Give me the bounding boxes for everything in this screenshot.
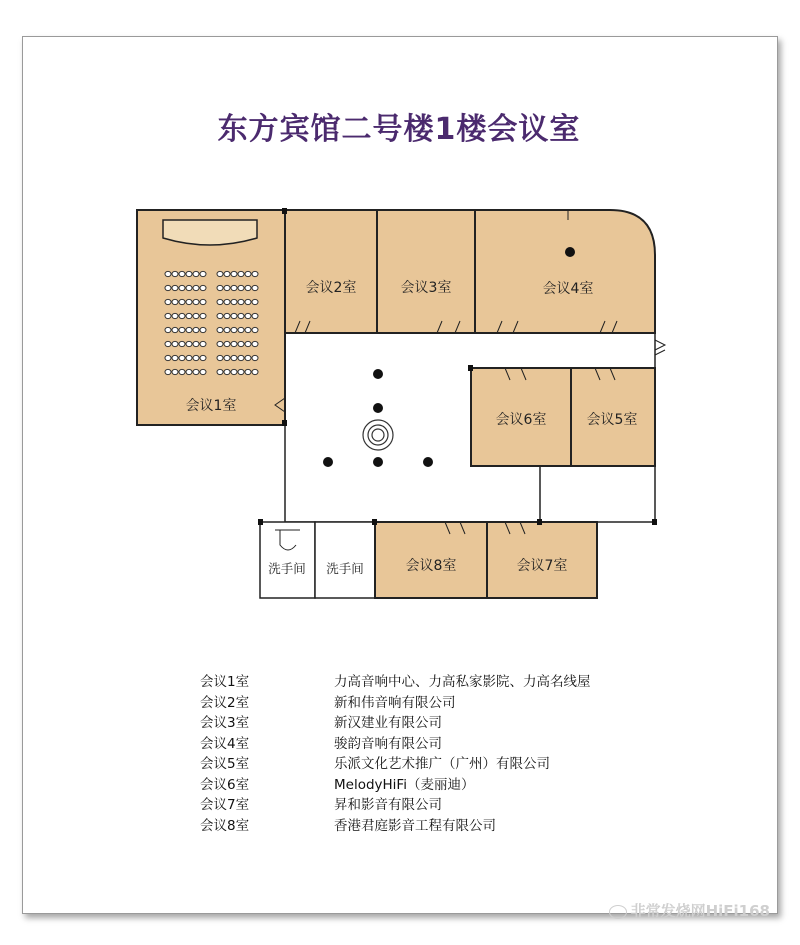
legend-room: 会议6室: [200, 776, 250, 793]
seat: [200, 299, 206, 304]
page-title: 东方宾馆二号楼1楼会议室: [217, 112, 581, 147]
seat: [172, 299, 178, 304]
seat: [193, 299, 199, 304]
seat: [165, 271, 171, 276]
seat: [231, 299, 237, 304]
legend-room: 会议3室: [200, 715, 250, 731]
seat: [224, 369, 230, 374]
legend: [200, 672, 660, 836]
legend-room: 会议8室: [200, 817, 250, 834]
room-1-label: 会议1室: [185, 398, 237, 414]
watermark: [609, 900, 770, 921]
seat: [217, 313, 223, 318]
seat: [200, 327, 206, 332]
seat: [245, 355, 251, 360]
legend-company: 昇和影音有限公司: [334, 797, 442, 813]
seat: [193, 313, 199, 318]
seat: [179, 327, 185, 332]
seat: [193, 271, 199, 276]
seat: [245, 313, 251, 318]
seat: [217, 271, 223, 276]
room-4-label: 会议4室: [542, 281, 594, 297]
seat: [186, 355, 192, 360]
seat: [186, 341, 192, 346]
legend-room: 会议7室: [200, 797, 250, 813]
seat: [179, 369, 185, 374]
seat: [231, 285, 237, 290]
seat: [252, 369, 258, 374]
seat: [200, 369, 206, 374]
seat: [252, 341, 258, 346]
legend-row: [200, 734, 660, 755]
seat: [193, 341, 199, 346]
seat: [245, 299, 251, 304]
legend-company: 力高音响中心、力高私家影院、力高名线屋: [334, 674, 591, 690]
seat: [217, 369, 223, 374]
seat: [238, 271, 244, 276]
seat: [224, 341, 230, 346]
seat: [200, 313, 206, 318]
seat: [186, 369, 192, 374]
legend-company: 乐派文化艺术推广（广州）有限公司: [334, 756, 550, 772]
legend-company: MelodyHiFi（麦丽迪）: [334, 776, 475, 793]
seat: [238, 369, 244, 374]
restroom-1[interactable]: [260, 522, 315, 598]
seat: [172, 271, 178, 276]
restroom-2[interactable]: [315, 522, 375, 598]
seat: [179, 299, 185, 304]
seat: [165, 369, 171, 374]
seat: [186, 313, 192, 318]
seat: [252, 355, 258, 360]
seat: [224, 285, 230, 290]
seat: [224, 327, 230, 332]
legend-room: 会议4室: [200, 735, 250, 752]
legend-company: 新汉建业有限公司: [334, 715, 442, 731]
seat: [245, 341, 251, 346]
seat: [165, 327, 171, 332]
legend-company: 骏韵音响有限公司: [334, 735, 442, 752]
seat: [252, 327, 258, 332]
seat: [179, 285, 185, 290]
room-3[interactable]: [377, 210, 475, 333]
seat: [193, 355, 199, 360]
seat: [224, 313, 230, 318]
legend-company: 新和伟音响有限公司: [334, 694, 456, 711]
seat: [231, 271, 237, 276]
seat: [200, 341, 206, 346]
legend-row: [200, 754, 660, 775]
seat: [231, 327, 237, 332]
seat: [252, 271, 258, 276]
seat: [238, 285, 244, 290]
seat: [231, 355, 237, 360]
legend-company: 香港君庭影音工程有限公司: [334, 817, 496, 834]
legend-row: [200, 775, 660, 796]
seat: [165, 355, 171, 360]
seat: [172, 327, 178, 332]
seat: [245, 327, 251, 332]
legend-row: [200, 672, 660, 693]
legend-row: [200, 713, 660, 734]
column-dot: [565, 247, 575, 257]
seat: [165, 313, 171, 318]
seat: [193, 285, 199, 290]
seat: [217, 299, 223, 304]
restroom-1-label: 洗手间: [268, 561, 306, 576]
wechat-icon: [609, 905, 627, 919]
seat: [245, 369, 251, 374]
seat: [186, 299, 192, 304]
seat: [172, 355, 178, 360]
room-7-label: 会议7室: [516, 558, 568, 574]
seat: [252, 313, 258, 318]
stage: [163, 220, 257, 245]
seat: [200, 271, 206, 276]
seat: [245, 285, 251, 290]
room-2[interactable]: [285, 210, 377, 333]
room-3-label: 会议3室: [400, 280, 452, 296]
seat: [179, 341, 185, 346]
room-2-label: 会议2室: [305, 280, 357, 296]
seat: [238, 299, 244, 304]
seat: [252, 299, 258, 304]
seat: [179, 271, 185, 276]
legend-room: 会议5室: [200, 756, 250, 772]
legend-room: 会议1室: [200, 674, 250, 690]
seat: [172, 369, 178, 374]
legend-row: [200, 795, 660, 816]
seat: [224, 299, 230, 304]
seat: [186, 327, 192, 332]
seat: [172, 285, 178, 290]
restroom-2-label: 洗手间: [326, 561, 364, 576]
seat: [245, 271, 251, 276]
seat: [231, 341, 237, 346]
seat: [238, 327, 244, 332]
seat: [172, 313, 178, 318]
room-5-label: 会议5室: [586, 412, 638, 428]
fountain-icon: [363, 420, 393, 450]
seat: [231, 313, 237, 318]
seat: [217, 355, 223, 360]
seat: [186, 285, 192, 290]
seat: [200, 285, 206, 290]
seat: [238, 341, 244, 346]
seat: [217, 327, 223, 332]
seat: [224, 271, 230, 276]
seat: [186, 271, 192, 276]
seat: [217, 341, 223, 346]
room-6-label: 会议6室: [495, 412, 547, 428]
seat: [172, 341, 178, 346]
seat: [179, 313, 185, 318]
seat: [165, 341, 171, 346]
seat: [193, 327, 199, 332]
lobby-columns: [323, 369, 433, 467]
watermark-text: 非常发烧网HiFi168: [630, 902, 770, 920]
seat: [238, 313, 244, 318]
room-4[interactable]: [475, 210, 655, 333]
seat: [179, 355, 185, 360]
seat: [193, 369, 199, 374]
seat: [200, 355, 206, 360]
corridor-wall-right: [540, 466, 655, 522]
legend-row: [200, 816, 660, 837]
seat: [224, 355, 230, 360]
room-8-label: 会议8室: [405, 558, 457, 574]
seat: [165, 285, 171, 290]
seat: [238, 355, 244, 360]
seat: [165, 299, 171, 304]
legend-row: [200, 693, 660, 714]
seat: [252, 285, 258, 290]
seat: [217, 285, 223, 290]
seat: [231, 369, 237, 374]
legend-room: 会议2室: [200, 694, 250, 711]
